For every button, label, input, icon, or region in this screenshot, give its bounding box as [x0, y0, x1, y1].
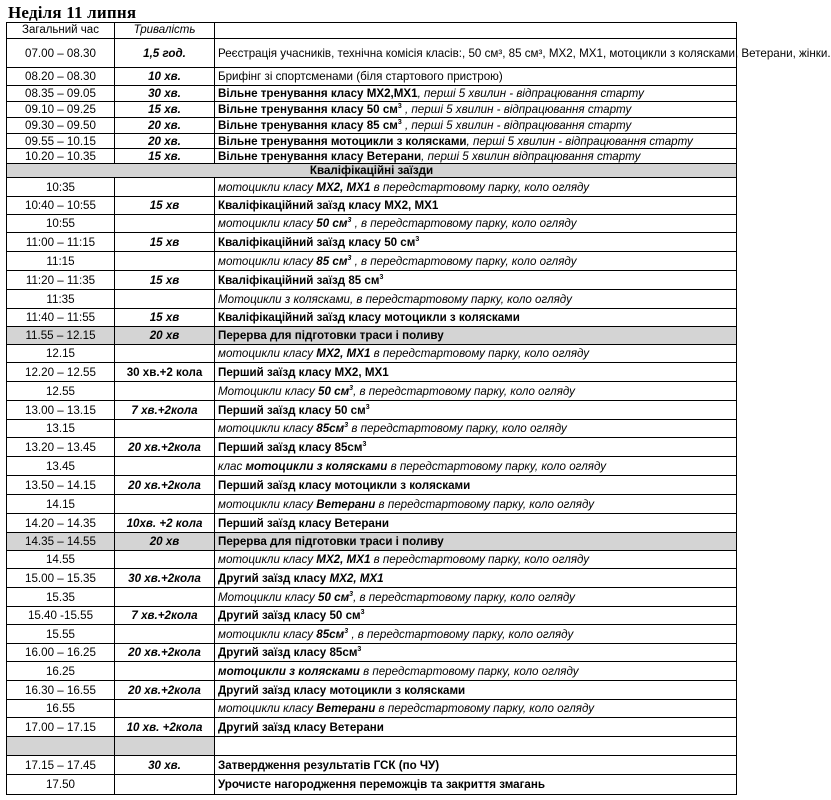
row-event: мотоцикли з колясками в передстартовому парку, коло огляду	[215, 662, 737, 681]
row-time: 15.55	[7, 625, 115, 644]
table-row	[7, 233, 737, 252]
row-time: 09.30 – 09.50	[7, 118, 115, 134]
table-row	[7, 118, 737, 134]
table-row	[7, 102, 737, 118]
table-row	[7, 588, 737, 607]
row-event: Мотоцикли класу 50 $см^3$, в передстартовому парку, коло огляду	[215, 382, 737, 401]
row-time: 10:40 – 10:55	[7, 197, 115, 215]
row-duration: 30 хв.+2кола	[115, 569, 215, 588]
row-time: 10:55	[7, 215, 115, 233]
row-duration: 15 хв	[115, 271, 215, 290]
table-row	[7, 178, 737, 197]
section-qualification: Кваліфікаційні заїзди	[7, 164, 737, 178]
row-duration: 20 хв.+2кола	[115, 681, 215, 700]
table-row	[7, 401, 737, 420]
row-duration	[115, 551, 215, 569]
table-row	[7, 197, 737, 215]
row-duration	[115, 252, 215, 271]
row-event: Мотоцикли класу 50 $см^3$, в передстартовому парку, коло огляду	[215, 588, 737, 607]
row-event: Перший заїзд класу Ветерани	[215, 514, 737, 533]
row-time: 09.55 – 10.15	[7, 134, 115, 149]
table-row	[7, 39, 737, 68]
header-event	[215, 23, 737, 39]
table-row	[7, 290, 737, 309]
row-event: мотоцикли класу $85см^3$ , в передстартовому парку, коло огляду	[215, 625, 737, 644]
row-time: 12.55	[7, 382, 115, 401]
row-event: Другий заїзд класу мотоцикли з колясками	[215, 681, 737, 700]
row-duration: 20 хв.	[115, 134, 215, 149]
row-duration: 7 хв.+2кола	[115, 607, 215, 625]
row-event: Другий заїзд класу МХ2, МХ1	[215, 569, 737, 588]
row-event: Другий заїзд класу 50 $см^3$	[215, 607, 737, 625]
table-row	[7, 309, 737, 327]
table-row	[7, 625, 737, 644]
row-duration	[115, 457, 215, 476]
row-time: 11.55 – 12.15	[7, 327, 115, 345]
row-duration: 15 хв	[115, 233, 215, 252]
row-time: 16.30 – 16.55	[7, 681, 115, 700]
row-event: мотоцикли класу МХ2, МХ1 в передстартовому парку, коло огляду	[215, 178, 737, 197]
table-row	[7, 775, 737, 795]
row-event: Другий заїзд класу Ветерани	[215, 718, 737, 737]
row-time: 16.55	[7, 700, 115, 718]
table-row	[7, 495, 737, 514]
row-duration	[115, 290, 215, 309]
table-row	[7, 476, 737, 495]
row-duration: 1,5 год.	[115, 39, 215, 68]
row-duration: 20 хв.+2кола	[115, 438, 215, 457]
table-row	[7, 252, 737, 271]
row-time: 17.50	[7, 775, 115, 795]
table-row	[7, 327, 737, 345]
table-row	[7, 363, 737, 382]
row-time: 14.20 – 14.35	[7, 514, 115, 533]
row-time: 11:15	[7, 252, 115, 271]
row-event: мотоцикли класу 50 $см^3$ , в передстартовому парку, коло огляду	[215, 215, 737, 233]
table-row	[7, 68, 737, 86]
schedule-table	[6, 22, 831, 795]
table-row	[7, 718, 737, 737]
table-row	[7, 533, 737, 551]
table-row	[7, 700, 737, 718]
table-row	[7, 551, 737, 569]
row-time: 15.00 – 15.35	[7, 569, 115, 588]
row-event: мотоцикли класу 85 $см^3$ , в передстартовому парку, коло огляду	[215, 252, 737, 271]
row-event: Перерва для підготовки траси і поливу	[215, 533, 737, 551]
table-row	[7, 681, 737, 700]
row-duration: 15 хв	[115, 309, 215, 327]
blank-shaded-row	[7, 737, 737, 756]
row-event: Затвердження результатів ГСК (по ЧУ)	[215, 756, 737, 775]
table-row	[7, 457, 737, 476]
table-row	[7, 662, 737, 681]
row-event: Перший заїзд класу $85см^3$	[215, 438, 737, 457]
row-event: мотоцикли класу МХ2, МХ1 в передстартовому парку, коло огляду	[215, 345, 737, 363]
row-event: Перший заїзд класу мотоцикли з колясками	[215, 476, 737, 495]
row-time: 11:20 – 11:35	[7, 271, 115, 290]
row-event: Урочисте нагородження переможців та закриття змагань	[215, 775, 737, 795]
table-row	[7, 644, 737, 662]
table-row	[7, 438, 737, 457]
row-time: 14.35 – 14.55	[7, 533, 115, 551]
table-row	[7, 569, 737, 588]
row-time: 11:00 – 11:15	[7, 233, 115, 252]
row-event: Перший заїзд класу МХ2, МХ1	[215, 363, 737, 382]
row-duration: 30 хв.	[115, 86, 215, 102]
row-event: Вільне тренування класу 85 $см^3$ , перші 5 хвилин - відпрацювання старту	[215, 118, 737, 134]
row-time: 13.50 – 14.15	[7, 476, 115, 495]
row-duration: 7 хв.+2кола	[115, 401, 215, 420]
table-row	[7, 382, 737, 401]
section-header-row	[7, 164, 737, 178]
row-event: Мотоцикли з колясками, в передстартовому парку, коло огляду	[215, 290, 737, 309]
row-time: 16.25	[7, 662, 115, 681]
row-event: Кваліфікаційний заїзд класу 50 $см^3$	[215, 233, 737, 252]
row-time: 07.00 – 08.30	[7, 39, 115, 68]
row-time: 13.45	[7, 457, 115, 476]
header-time: Загальний час	[7, 23, 115, 39]
row-duration	[115, 420, 215, 438]
row-duration	[115, 178, 215, 197]
row-duration: 10 хв.	[115, 68, 215, 86]
row-duration	[115, 495, 215, 514]
row-time: 13.15	[7, 420, 115, 438]
row-event: мотоцикли класу Ветерани в передстартовому парку, коло огляду	[215, 495, 737, 514]
table-row	[7, 420, 737, 438]
table-row	[7, 345, 737, 363]
row-event: мотоцикли класу $85см^3$ в передстартовому парку, коло огляду	[215, 420, 737, 438]
row-duration: 30 хв.+2 кола	[115, 363, 215, 382]
table-row	[7, 271, 737, 290]
row-time: 14.55	[7, 551, 115, 569]
table-row	[7, 607, 737, 625]
row-duration	[115, 700, 215, 718]
row-event: Вільне тренування класу 50 $см^3$ , перші 5 хвилин - відпрацювання старту	[215, 102, 737, 118]
row-duration: 20 хв.+2кола	[115, 644, 215, 662]
row-duration	[115, 215, 215, 233]
table-row	[7, 215, 737, 233]
row-time: 12.15	[7, 345, 115, 363]
table-header-row	[7, 23, 737, 39]
row-duration: 15 хв	[115, 197, 215, 215]
row-duration: 30 хв.	[115, 756, 215, 775]
row-event: Кваліфікаційний заїзд класу МХ2, МХ1	[215, 197, 737, 215]
row-time: 14.15	[7, 495, 115, 514]
row-event: Реєстрація учасників, технічна комісія класів:, 50 см³, 85 см³, МХ2, МХ1, мотоцикли з колясками, Ветерани, жінки.	[215, 39, 737, 68]
row-duration	[115, 775, 215, 795]
row-duration: 20 хв.+2кола	[115, 476, 215, 495]
row-time: 15.35	[7, 588, 115, 607]
row-time: 11:40 – 11:55	[7, 309, 115, 327]
row-time: 08.35 – 09.05	[7, 86, 115, 102]
row-duration: 15 хв.	[115, 102, 215, 118]
row-time: 13.20 – 13.45	[7, 438, 115, 457]
row-duration	[115, 625, 215, 644]
row-time: 17.00 – 17.15	[7, 718, 115, 737]
row-event: клас мотоцикли з колясками в передстартовому парку, коло огляду	[215, 457, 737, 476]
page-title: Неділя 11 липня	[8, 3, 137, 22]
row-event: мотоцикли класу МХ2, МХ1 в передстартовому парку, коло огляду	[215, 551, 737, 569]
row-event: Перерва для підготовки траси і поливу	[215, 327, 737, 345]
row-event: Другий заїзд класу $85см^3$	[215, 644, 737, 662]
row-duration: 15 хв.	[115, 149, 215, 164]
row-time: 13.00 – 13.15	[7, 401, 115, 420]
row-time: 09.10 – 09.25	[7, 102, 115, 118]
row-time: 15.40 -15.55	[7, 607, 115, 625]
row-event: Кваліфікаційний заїзд класу мотоцикли з колясками	[215, 309, 737, 327]
row-time: 10:35	[7, 178, 115, 197]
row-time: 11:35	[7, 290, 115, 309]
row-time: 12.20 – 12.55	[7, 363, 115, 382]
table-row	[7, 149, 737, 164]
row-event: Вільне тренування класу МХ2,МХ1, перші 5 хвилин - відпрацювання старту	[215, 86, 737, 102]
row-duration	[115, 588, 215, 607]
row-duration: 20 хв	[115, 533, 215, 551]
table-row	[7, 756, 737, 775]
row-duration: 10 хв. +2кола	[115, 718, 215, 737]
row-event: Вільне тренування класу Ветерани, перші 5 хвилин відпрацювання старту	[215, 149, 737, 164]
table-row	[7, 514, 737, 533]
row-event: Вільне тренування мотоцикли з колясками, перші 5 хвилин - відпрацювання старту	[215, 134, 737, 149]
row-duration	[115, 662, 215, 681]
row-duration: 20 хв	[115, 327, 215, 345]
row-event: Кваліфікаційний заїзд 85 $см^3$	[215, 271, 737, 290]
row-time: 10.20 – 10.35	[7, 149, 115, 164]
row-time: 17.15 – 17.45	[7, 756, 115, 775]
row-duration: 10хв. +2 кола	[115, 514, 215, 533]
table-row	[7, 86, 737, 102]
row-duration	[115, 382, 215, 401]
row-time: 16.00 – 16.25	[7, 644, 115, 662]
header-duration: Тривалість	[115, 23, 215, 39]
row-event: Перший заїзд класу 50 $см^3$	[215, 401, 737, 420]
row-time: 08.20 – 08.30	[7, 68, 115, 86]
row-event: Брифінг зі спортсменами (біля стартового пристрою)	[215, 68, 737, 86]
row-duration: 20 хв.	[115, 118, 215, 134]
row-duration	[115, 345, 215, 363]
row-event: мотоцикли класу Ветерани в передстартовому парку, коло огляду	[215, 700, 737, 718]
table-row	[7, 134, 737, 149]
